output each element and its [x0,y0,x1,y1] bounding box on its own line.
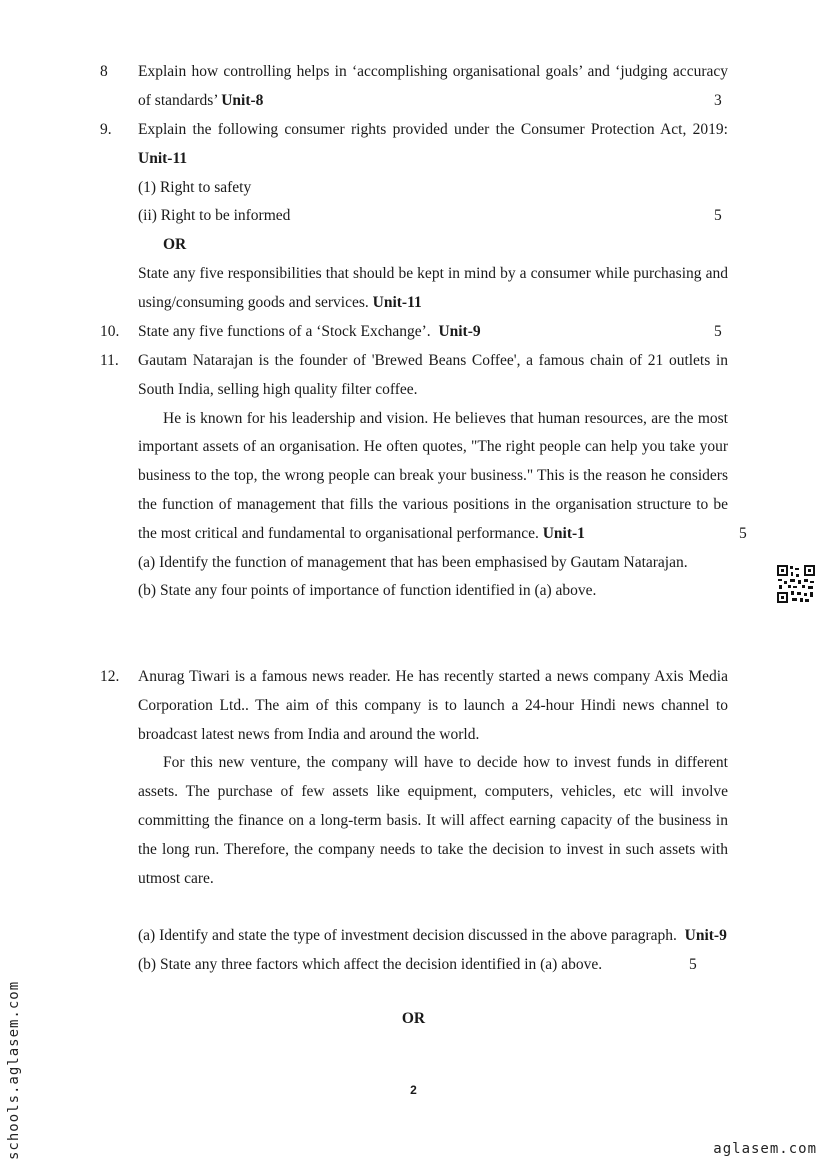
or-label: OR [163,236,187,254]
marks: 5 [714,323,722,340]
case-paragraph: Anurag Tiwari is a famous news reader. He has recently started a news company Axis Media Corporation Ltd.. The aim of this company is to launch a 24-hour Hindi news channel to broadcast latest news from India and around the world. [138,668,728,743]
question-text: Explain how controlling helps in ‘accomplishing organisational goals’ and ‘judging accuracy of standards’ [138,63,728,109]
question-number: 11. [100,352,119,369]
or-separator: OR [401,1010,426,1027]
sub-question-a: (a) Identify and state the type of investment decision discussed in the above paragraph. [138,927,677,945]
sub-question-b: (b) State any three factors which affect the decision identified in (a) above. [138,956,603,974]
question-number: 10. [100,323,120,340]
side-watermark: schools.aglasem.com [6,980,22,1160]
question-text: State any five functions of a ‘Stock Exchange’. [138,323,431,340]
marks: 5 [689,956,697,974]
sub-question-b: (b) State any four points of importance of function identified in (a) above. [138,582,597,600]
marks: 5 [714,207,722,225]
sub-question-a: (a) Identify the function of management that has been emphasised by Gautam Natarajan. [138,553,688,571]
page-number: 2 [410,1083,417,1097]
unit-label: Unit-1 [542,524,585,542]
qr-code-icon[interactable] [776,564,816,604]
bottom-watermark: aglasem.com [713,1141,817,1157]
unit-label: Unit-8 [221,91,264,109]
case-paragraph: Gautam Natarajan is the founder of 'Brewed Beans Coffee', a famous chain of 21 outlets in South India, selling high quality filter coffee. [138,352,728,398]
question-text: Explain the following consumer rights provided under the Consumer Protection Act, 2019: [138,121,728,138]
list-item: (ii) Right to be informed 5 [138,202,728,231]
unit-label: Unit-9 [684,927,727,945]
case-paragraph: He is known for his leadership and vision. He believes that human resources, are the most important assets of an organisation. He often quotes, "The right people can help you take your business to the top, the wrong people can break your business." This is the reason he considers the function of management that fills the various positions in the organisation structure to be the most critical and fundamental to organisational performance. [138,409,728,542]
question-number: 12. [100,668,120,685]
case-paragraph: For this new venture, the company will have to decide how to invest funds in different assets. The purchase of few assets like equipment, computers, vehicles, etc will involve committing the finance on a long-term basis. It will affect earning capacity of the business in the long run. Therefore, the company needs to take the decision to invest in such assets with utmost care. [138,754,728,887]
marks: 5 [739,524,747,542]
question-number: 9. [100,121,112,138]
question-number: 8 [100,63,108,80]
list-item: (1) Right to safety [138,178,252,196]
unit-label: Unit-11 [372,293,422,311]
marks: 3 [714,91,722,109]
alternate-question-text: State any five responsibilities that should be kept in mind by a consumer while purchasing and using/consuming goods and services. [138,264,728,311]
unit-label: Unit-9 [438,323,481,340]
unit-label: Unit-11 [138,149,188,167]
